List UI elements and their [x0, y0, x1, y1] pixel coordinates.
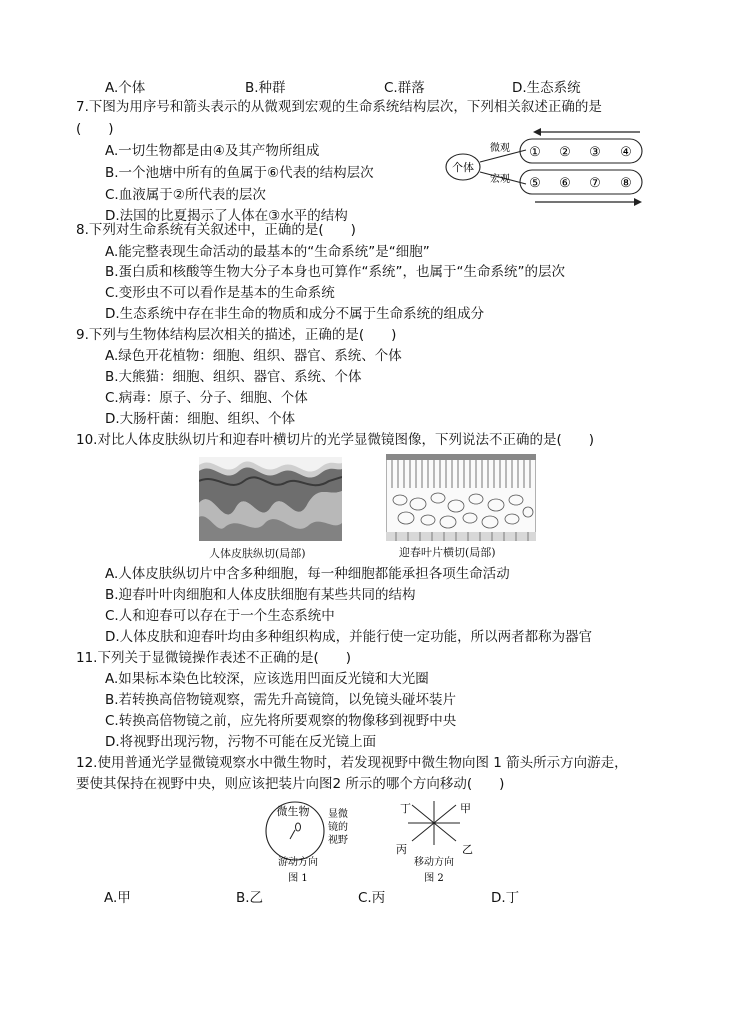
q6-options	[105, 76, 665, 94]
q12-option-c: C.丙	[358, 890, 386, 906]
individual-label: 个体	[452, 161, 474, 174]
macro-label: 宏观	[490, 174, 510, 185]
skin-caption: 人体皮肤纵切(局部)	[209, 547, 306, 560]
field-label-3: 视野	[328, 835, 348, 846]
q11-option-b: B.若转换高倍物镜观察，需先升高镜筒，以免镜头碰坏装片	[105, 692, 457, 708]
q10-option-c: C.人和迎春可以存在于一个生态系统中	[105, 608, 335, 624]
leaf-section-image	[386, 454, 536, 541]
microbe-label: 微生物	[276, 805, 310, 818]
q9-option-b: B.大熊猫：细胞、组织、器官、系统、个体	[105, 369, 362, 385]
level-4: ④	[620, 145, 632, 160]
field-label-1: 显微	[328, 809, 348, 820]
q7-stem: 7.下图为用序号和箭头表示的从微观到宏观的生命系统结构层次，下列相关叙述正确的是	[76, 99, 602, 115]
leaf-caption: 迎春叶片横切(局部)	[399, 546, 496, 559]
microbe-mark	[296, 823, 301, 831]
q12-option-b: B.乙	[236, 890, 264, 906]
level-1: ①	[529, 145, 541, 160]
q10-option-a: A.人体皮肤纵切片中含多种细胞，每一种细胞都能承担各项生命活动	[105, 566, 510, 582]
direction-ding: 丁	[400, 802, 411, 815]
q7-option-c: C.血液属于②所代表的层次	[105, 187, 266, 203]
q12-stem-line1: 12.使用普通光学显微镜观察水中微生物时，若发现视野中微生物向图 1 箭头所示方向游走，	[76, 755, 628, 771]
q6-option-d: D.生态系统	[512, 80, 581, 96]
q12-option-a: A.甲	[104, 890, 131, 906]
q8-option-a: A.能完整表现生命活动的最基本的“生命系统”是“细胞”	[105, 244, 430, 260]
move-direction-label: 移动方向	[414, 857, 454, 868]
q6-option-a: A.个体	[105, 80, 146, 96]
level-7: ⑦	[589, 176, 601, 191]
q8-option-b: B.蛋白质和核酸等生物大分子本身也可算作“系统”，也属于“生命系统”的层次	[105, 264, 566, 280]
figure-2	[390, 795, 480, 889]
q7-option-b: B.一个池塘中所有的鱼属于⑥代表的结构层次	[105, 165, 374, 181]
level-2: ②	[559, 145, 571, 160]
level-8: ⑧	[620, 176, 632, 191]
field-label-2: 镜的	[328, 822, 348, 833]
level-3: ③	[589, 145, 601, 160]
direction-bing: 丙	[396, 843, 407, 856]
q10-option-b: B.迎春叶叶肉细胞和人体皮肤细胞有某些共同的结构	[105, 587, 416, 603]
structure-level-diagram	[440, 124, 655, 209]
level-5: ⑤	[529, 176, 541, 191]
q8-option-d: D.生态系统中存在非生命的物质和成分不属于生命系统的组成分	[105, 306, 485, 322]
swim-direction-label: 游动方向	[278, 857, 318, 868]
q9-option-c: C.病毒：原子、分子、细胞、个体	[105, 390, 308, 406]
q9-option-a: A.绿色开花植物：细胞、组织、器官、系统、个体	[105, 348, 402, 364]
q12-option-d: D.丁	[491, 890, 520, 906]
skin-section-image	[199, 457, 342, 541]
q10-stem: 10.对比人体皮肤纵切片和迎春叶横切片的光学显微镜图像，下列说法不正确的是( )	[76, 432, 595, 448]
micro-label: 微观	[490, 143, 510, 154]
direction-jia: 甲	[460, 802, 471, 815]
q12-stem-line2: 要使其保持在视野中央，则应该把装片向图2 所示的哪个方向移动( )	[76, 776, 505, 792]
q7-option-d: D.法国的比夏揭示了人体在③水平的结构	[105, 208, 348, 224]
q8-option-c: C.变形虫不可以看作是基本的生命系统	[105, 285, 335, 301]
figure-2-name: 图 2	[424, 873, 444, 884]
figure-1	[262, 797, 374, 889]
q11-stem: 11.下列关于显微镜操作表述不正确的是( )	[76, 650, 352, 666]
q8-stem: 8.下列对生命系统有关叙述中，正确的是( )	[76, 222, 356, 238]
q7-blank: ( )	[76, 121, 114, 137]
direction-yi: 乙	[462, 843, 473, 856]
q10-option-d: D.人体皮肤和迎春叶均由多种组织构成，并能行使一定功能，所以两者都称为器官	[105, 629, 593, 645]
q9-option-d: D.大肠杆菌：细胞、组织、个体	[105, 411, 296, 427]
q11-option-c: C.转换高倍物镜之前，应先将所要观察的物像移到视野中央	[105, 713, 457, 729]
q6-option-b: B.种群	[245, 80, 286, 96]
q9-stem: 9.下列与生物体结构层次相关的描述，正确的是( )	[76, 327, 397, 343]
q6-option-c: C.群落	[384, 80, 425, 96]
q7-option-a: A.一切生物都是由④及其产物所组成	[105, 143, 320, 159]
level-6: ⑥	[559, 176, 571, 191]
q11-option-d: D.将视野出现污物，污物不可能在反光镜上面	[105, 734, 377, 750]
q11-option-a: A.如果标本染色比较深，应该选用凹面反光镜和大光圈	[105, 671, 429, 687]
figure-1-name: 图 1	[288, 873, 308, 884]
